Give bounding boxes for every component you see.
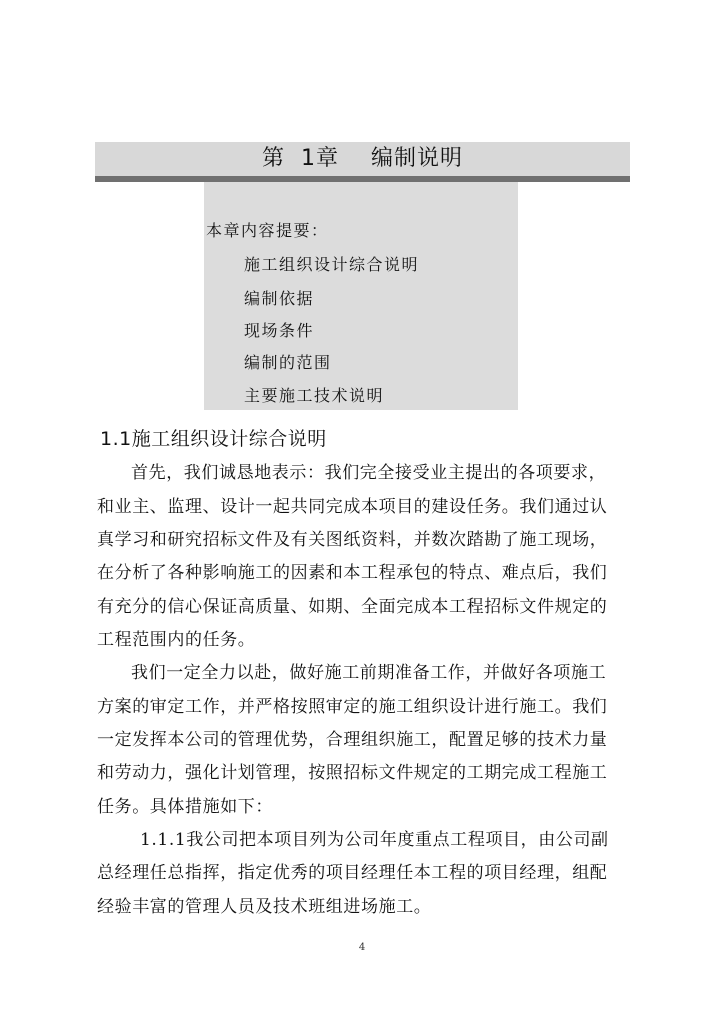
chapter-title [95, 142, 630, 176]
paragraph-line: 真学习和研究招标文件及有关图纸资料，并数次踏勘了施工现场， [97, 530, 608, 550]
paragraph-line: 在分析了各种影响施工的因素和本工程承包的特点、难点后，我们 [97, 563, 608, 583]
paragraph-line: 有充分的信心保证高质量、如期、全面完成本工程招标文件规定的 [97, 597, 608, 617]
summary-item: 编制的范围 [244, 353, 332, 372]
paragraph-line: 经验丰富的管理人员及技术班组进场施工。 [97, 897, 432, 917]
chapter-number: 第 1章 [262, 146, 339, 171]
section-heading: 1.1施工组织设计综合说明 [100, 428, 327, 450]
paragraph-line: 方案的审定工作，并严格按照审定的施工组织设计进行施工。我们 [97, 697, 608, 717]
paragraph-line: 任务。具体措施如下： [97, 797, 273, 817]
page-number: 4 [358, 942, 366, 953]
paragraph-line: 和劳动力，强化计划管理，按照招标文件规定的工期完成工程施工 [97, 763, 608, 783]
summary-item: 主要施工技术说明 [244, 386, 385, 405]
paragraph-line: 1.1.1我公司把本项目列为公司年度重点工程项目，由公司副 [140, 830, 609, 850]
chapter-name: 编制说明 [370, 146, 463, 171]
paragraph-line: 我们一定全力以赴，做好施工前期准备工作，并做好各项施工 [131, 663, 607, 683]
paragraph-line: 一定发挥本公司的管理优势，合理组织施工，配置足够的技术力量 [97, 730, 608, 750]
paragraph-line: 和业主、监理、设计一起共同完成本项目的建设任务。我们通过认 [97, 497, 608, 517]
chapter-summary-heading: 本章内容提要： [206, 221, 329, 240]
summary-item: 施工组织设计综合说明 [244, 255, 420, 274]
paragraph-line: 首先，我们诚恳地表示：我们完全接受业主提出的各项要求， [131, 463, 607, 483]
summary-item: 现场条件 [244, 321, 315, 340]
summary-item: 编制依据 [244, 289, 315, 308]
paragraph-line: 工程范围内的任务。 [97, 630, 256, 650]
paragraph-line: 总经理任总指挥，指定优秀的项目经理任本工程的项目经理，组配 [97, 863, 608, 883]
